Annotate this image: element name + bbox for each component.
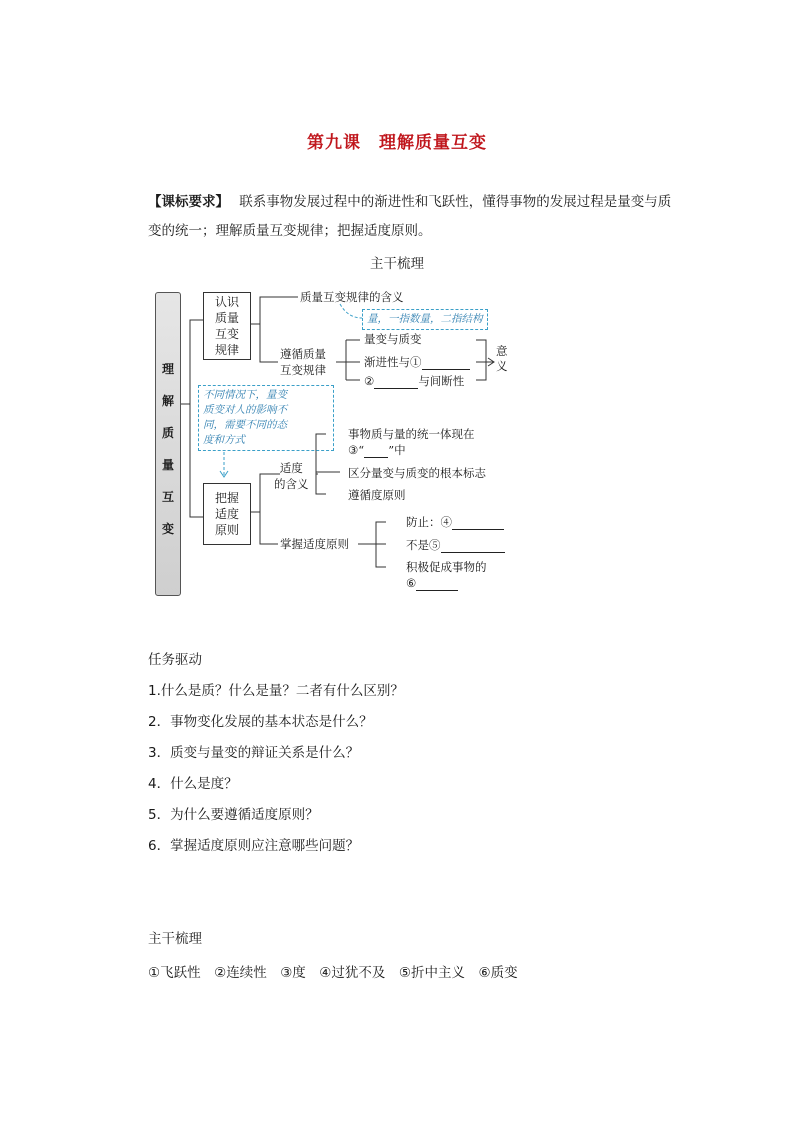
sub-discontinuity: ② 与间断性: [364, 374, 465, 388]
sub-prevent: 防止：④: [406, 515, 504, 530]
root-topic-text: 理 解 质 量 互 变: [161, 362, 174, 536]
grasp-principle: 掌握适度原则: [280, 537, 349, 551]
box-understand-law: 认识 质量 互变 规律: [203, 292, 251, 360]
curriculum-requirement: [148, 188, 678, 246]
task-item: 5．为什么要遵循适度原则？: [148, 807, 319, 823]
task-item: 6．掌握适度原则应注意哪些问题？: [148, 838, 360, 854]
sub-gradual: 渐进性与①: [364, 355, 470, 370]
sub-promote: 积极促成事物的: [406, 560, 487, 574]
note-attitude: 不同情况下，量变 质变对人的影响不 同，需要不同的态 度和方式: [198, 385, 334, 451]
requirement-text: 联系事物发展过程中的渐进性和飞跃性，懂得事物的发展过程是量变与质变的统一；理解质量互变规律；把握适度原则。: [148, 194, 672, 239]
concept-diagram: [150, 282, 670, 602]
sub-follow-degree: 遵循度原则: [348, 488, 406, 502]
task-item: 1.什么是质？什么是量？二者有什么区别？: [148, 683, 404, 699]
task-section: [148, 648, 404, 865]
law-meaning: 质量互变规律的含义: [300, 290, 404, 304]
box-grasp-principle: 把握 适度 原则: [203, 483, 251, 545]
answer-heading: 主干梳理: [148, 931, 202, 947]
task-item: 3．质变与量变的辩证关系是什么？: [148, 745, 360, 761]
note-quantity: 量，一指数量，二指结构: [362, 309, 488, 330]
page-title: 第九课 理解质量互变: [307, 133, 487, 153]
task-item: 4．什么是度？: [148, 776, 238, 792]
sub-unity: 事物质与量的统一体现在: [348, 427, 475, 441]
answer-section: [148, 927, 518, 981]
significance-label: 意 义: [496, 344, 508, 373]
sub-blank6: ⑥: [406, 576, 458, 591]
sub-distinction: 区分量变与质变的根本标志: [348, 466, 486, 480]
task-item: 2．事物变化发展的基本状态是什么？: [148, 714, 373, 730]
diagram-heading: 主干梳理: [370, 256, 424, 272]
root-topic-bar: [155, 292, 181, 596]
sub-not: 不是⑤: [406, 538, 505, 553]
follow-law: 遵循质量 互变规律: [280, 347, 326, 377]
sub-blank3: ③“ ”中: [348, 443, 406, 457]
requirement-tag: 【课标要求】: [148, 194, 229, 210]
degree-meaning: 适度 的含义: [274, 461, 309, 491]
task-heading: 任务驱动: [148, 652, 202, 668]
answer-text: ①飞跃性 ②连续性 ③度 ④过犹不及 ⑤折中主义 ⑥质变: [148, 965, 518, 981]
sub-quantitative-qualitative: 量变与质变: [364, 332, 422, 346]
